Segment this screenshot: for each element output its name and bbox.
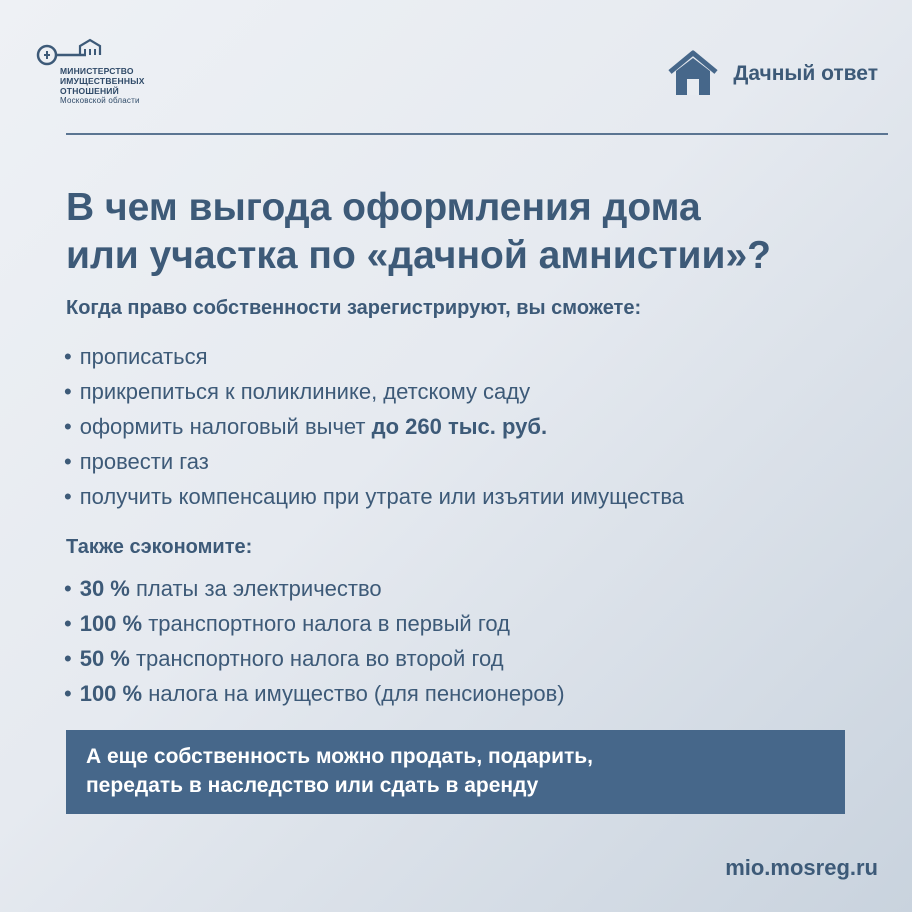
savings-text: платы за электричество [129,576,382,601]
savings-item [64,606,565,641]
benefit-text: оформить налоговый вычет [79,414,372,439]
header-divider [66,133,888,135]
savings-percent: 30 % [79,576,130,601]
benefit-text: прикрепиться к поликлинике, детскому саду [79,379,531,404]
page-title-line2: или участка по «дачной амнистии»? [66,234,771,277]
page-title [66,184,771,280]
brand-label: Дачный ответ [733,62,878,85]
savings-item [64,641,565,676]
ministry-name [60,66,145,106]
benefit-item [64,479,684,514]
ministry-key-emblem-icon [34,38,114,68]
info-banner-line2: передать в наследство или сдать в аренду [86,774,539,797]
savings-percent: 100 % [79,681,143,706]
benefit-text: провести газ [79,449,209,474]
benefit-text: получить компенсацию при утрате или изъятии имущества [79,484,685,509]
savings-heading: Также сэкономите: [66,536,253,558]
ministry-name-line1: МИНИСТЕРСТВО [60,66,134,76]
savings-text: налога на имущество (для пенсионеров) [142,681,565,706]
benefit-item [64,339,684,374]
benefits-list [64,339,684,514]
benefit-highlight: до 260 тыс. руб. [371,414,548,439]
savings-item [64,676,565,711]
savings-percent: 100 % [79,611,143,636]
info-banner-line1: А еще собственность можно продать, подарить, [86,745,594,768]
savings-percent: 50 % [79,646,130,671]
house-icon [667,50,719,98]
savings-text: транспортного налога в первый год [142,611,510,636]
savings-text: транспортного налога во второй год [129,646,504,671]
savings-list [64,571,565,711]
ministry-region: Московской области [60,96,140,105]
benefits-heading: Когда право собственности зарегистрируют, вы сможете: [66,297,642,319]
benefit-item [64,374,684,409]
ministry-name-line3: ОТНОШЕНИЙ [60,86,119,96]
ministry-logo [34,38,194,118]
info-banner [66,730,845,814]
benefit-text: прописаться [79,344,208,369]
ministry-name-line2: ИМУЩЕСТВЕННЫХ [60,76,145,86]
benefit-item [64,409,684,444]
benefit-item [64,444,684,479]
brand-header [667,50,878,98]
savings-item [64,571,565,606]
page-title-line1: В чем выгода оформления дома [66,186,701,229]
footer-url: mio.mosreg.ru [725,855,878,880]
